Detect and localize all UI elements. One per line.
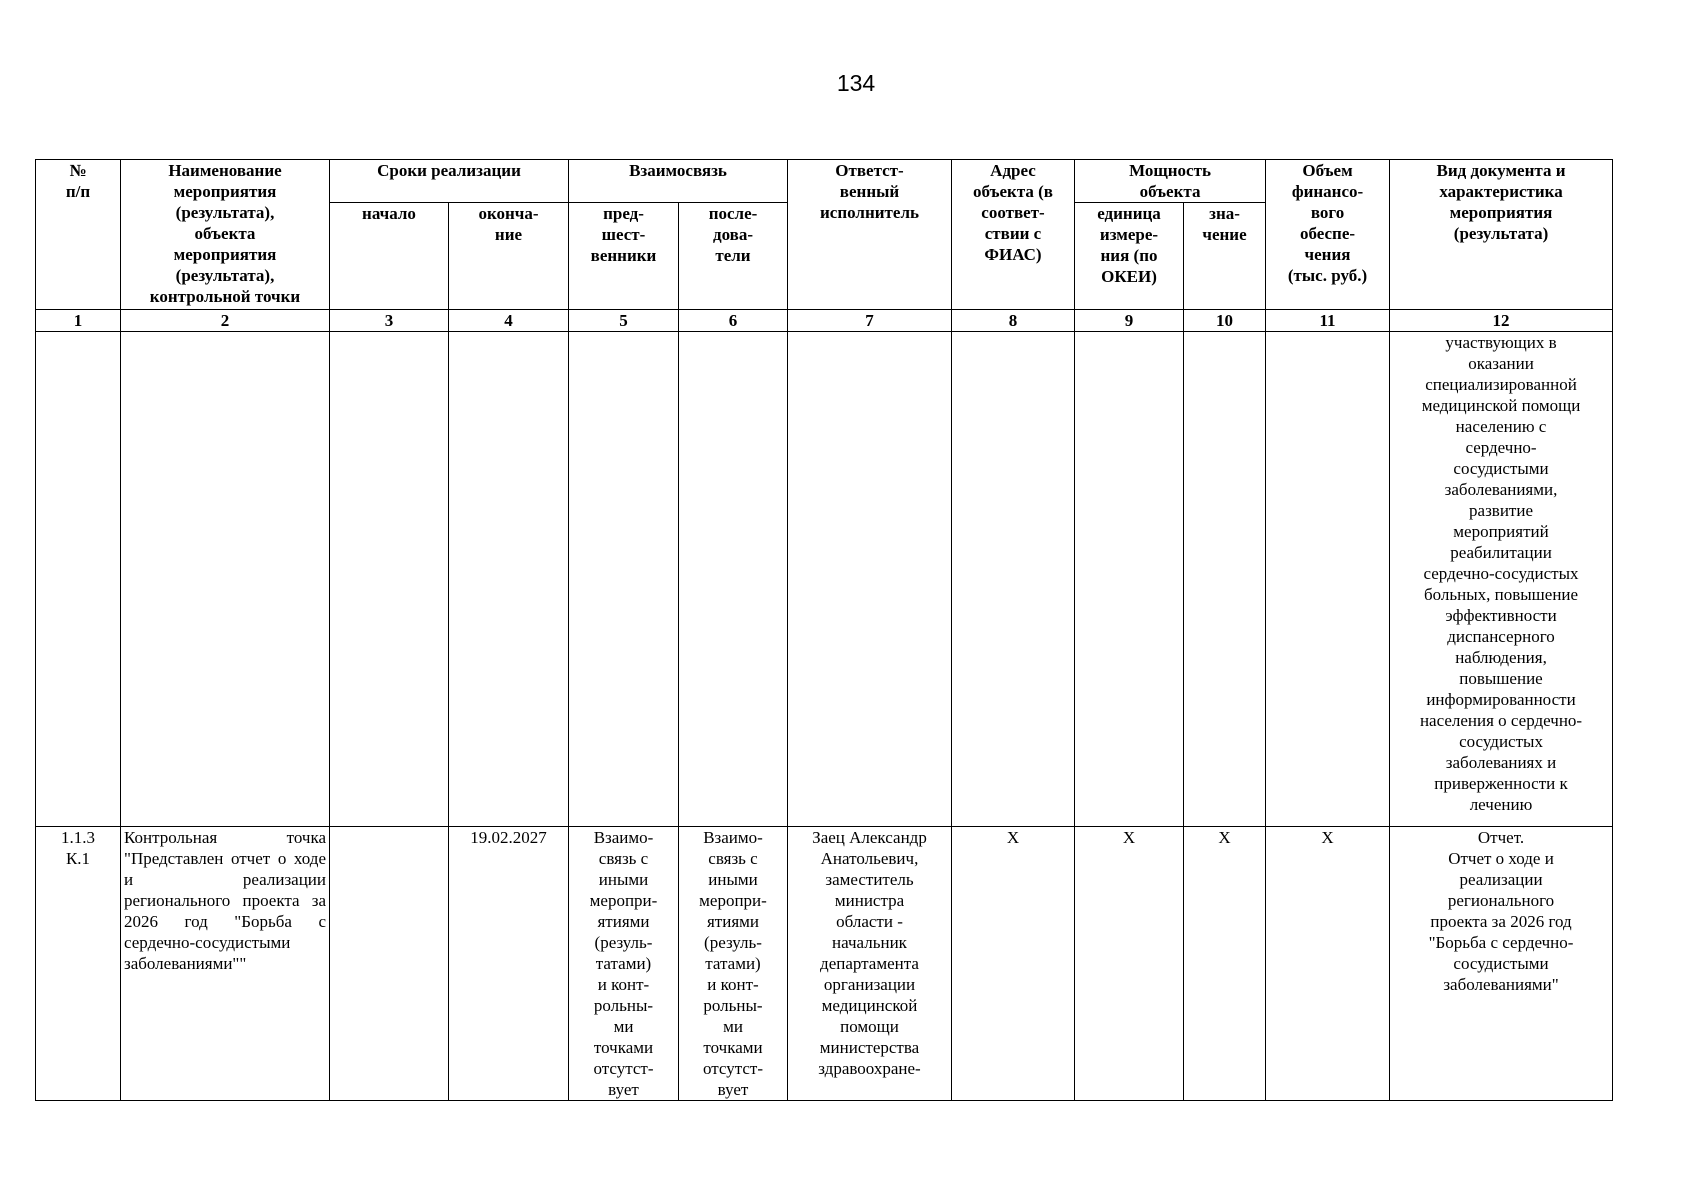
header-name: Наименование мероприятия (результата), объекта мероприятия (результата), контрольной точки xyxy=(121,160,330,310)
header-unit: единица измере- ния (по ОКЕИ) xyxy=(1075,203,1184,310)
empty-cell xyxy=(449,332,569,827)
empty-cell xyxy=(1266,332,1390,827)
column-number: 7 xyxy=(788,310,952,332)
object-address: Х xyxy=(952,827,1075,1101)
column-number: 11 xyxy=(1266,310,1390,332)
header-document: Вид документа и характеристика мероприятия (результата) xyxy=(1390,160,1613,310)
page-number: 134 xyxy=(836,70,876,96)
empty-cell xyxy=(1184,332,1266,827)
event-name: Контрольная точка "Представлен отчет о ходе и реализации регионального проекта за 2026 год "Борьба с сердечно-сосудистыми заболеваниями"" xyxy=(121,827,330,1101)
header-capacity: Мощность объекта xyxy=(1075,160,1266,203)
header-predecessors: пред- шест- венники xyxy=(569,203,679,310)
header-row-1 xyxy=(36,160,1613,203)
finance-volume: Х xyxy=(1266,827,1390,1101)
capacity-value: Х xyxy=(1184,827,1266,1101)
header-value: зна- чение xyxy=(1184,203,1266,310)
predecessors: Взаимо- связь с иными меропри- ятиями (резуль- татами) и конт- рольны- ми точками отсутст- вует xyxy=(569,827,679,1101)
empty-cell xyxy=(788,332,952,827)
start-date xyxy=(330,827,449,1101)
column-number: 4 xyxy=(449,310,569,332)
column-number: 6 xyxy=(679,310,788,332)
empty-cell xyxy=(679,332,788,827)
row-number: 1.1.3 К.1 xyxy=(36,827,121,1101)
document-characteristic-continuation: участвующих в оказании специализированной медицинской помощи населению с сердечно- сосудистыми заболеваниями, развитие мероприятий реабилитации сердечно-сосудистых больных, повышение эффективности диспансерного наблюдения, повышение информированности населения о сердечно- сосудистых заболеваниях и приверженности к лечению xyxy=(1390,332,1613,827)
empty-cell xyxy=(36,332,121,827)
header-end: оконча- ние xyxy=(449,203,569,310)
header-terms: Сроки реализации xyxy=(330,160,569,203)
capacity-unit: Х xyxy=(1075,827,1184,1101)
empty-cell xyxy=(952,332,1075,827)
column-number: 1 xyxy=(36,310,121,332)
column-number: 8 xyxy=(952,310,1075,332)
events-table xyxy=(35,159,1613,1101)
responsible-person: Заец Александр Анатольевич, заместитель министра области - начальник департамента организации медицинской помощи министерства здравоохране- xyxy=(788,827,952,1101)
document-type: Отчет. Отчет о ходе и реализации регионального проекта за 2026 год "Борьба с сердечно- сосудистыми заболеваниями" xyxy=(1390,827,1613,1101)
column-number: 5 xyxy=(569,310,679,332)
header-responsible: Ответст- венный исполнитель xyxy=(788,160,952,310)
column-number: 3 xyxy=(330,310,449,332)
successors: Взаимо- связь с иными меропри- ятиями (резуль- татами) и конт- рольны- ми точками отсутст- вует xyxy=(679,827,788,1101)
header-finance: Объем финансо- вого обеспе- чения (тыс. руб.) xyxy=(1266,160,1390,310)
header-relation: Взаимосвязь xyxy=(569,160,788,203)
column-number: 9 xyxy=(1075,310,1184,332)
empty-cell xyxy=(1075,332,1184,827)
header-no: № п/п xyxy=(36,160,121,310)
end-date: 19.02.2027 xyxy=(449,827,569,1101)
header-successors: после- дова- тели xyxy=(679,203,788,310)
table-row xyxy=(36,827,1613,1101)
empty-cell xyxy=(121,332,330,827)
table-row-continuation xyxy=(36,332,1613,827)
column-numbers-row xyxy=(36,310,1613,332)
column-number: 12 xyxy=(1390,310,1613,332)
column-number: 2 xyxy=(121,310,330,332)
empty-cell xyxy=(330,332,449,827)
header-start: начало xyxy=(330,203,449,310)
empty-cell xyxy=(569,332,679,827)
header-address: Адрес объекта (в соответ- ствии с ФИАС) xyxy=(952,160,1075,310)
column-number: 10 xyxy=(1184,310,1266,332)
